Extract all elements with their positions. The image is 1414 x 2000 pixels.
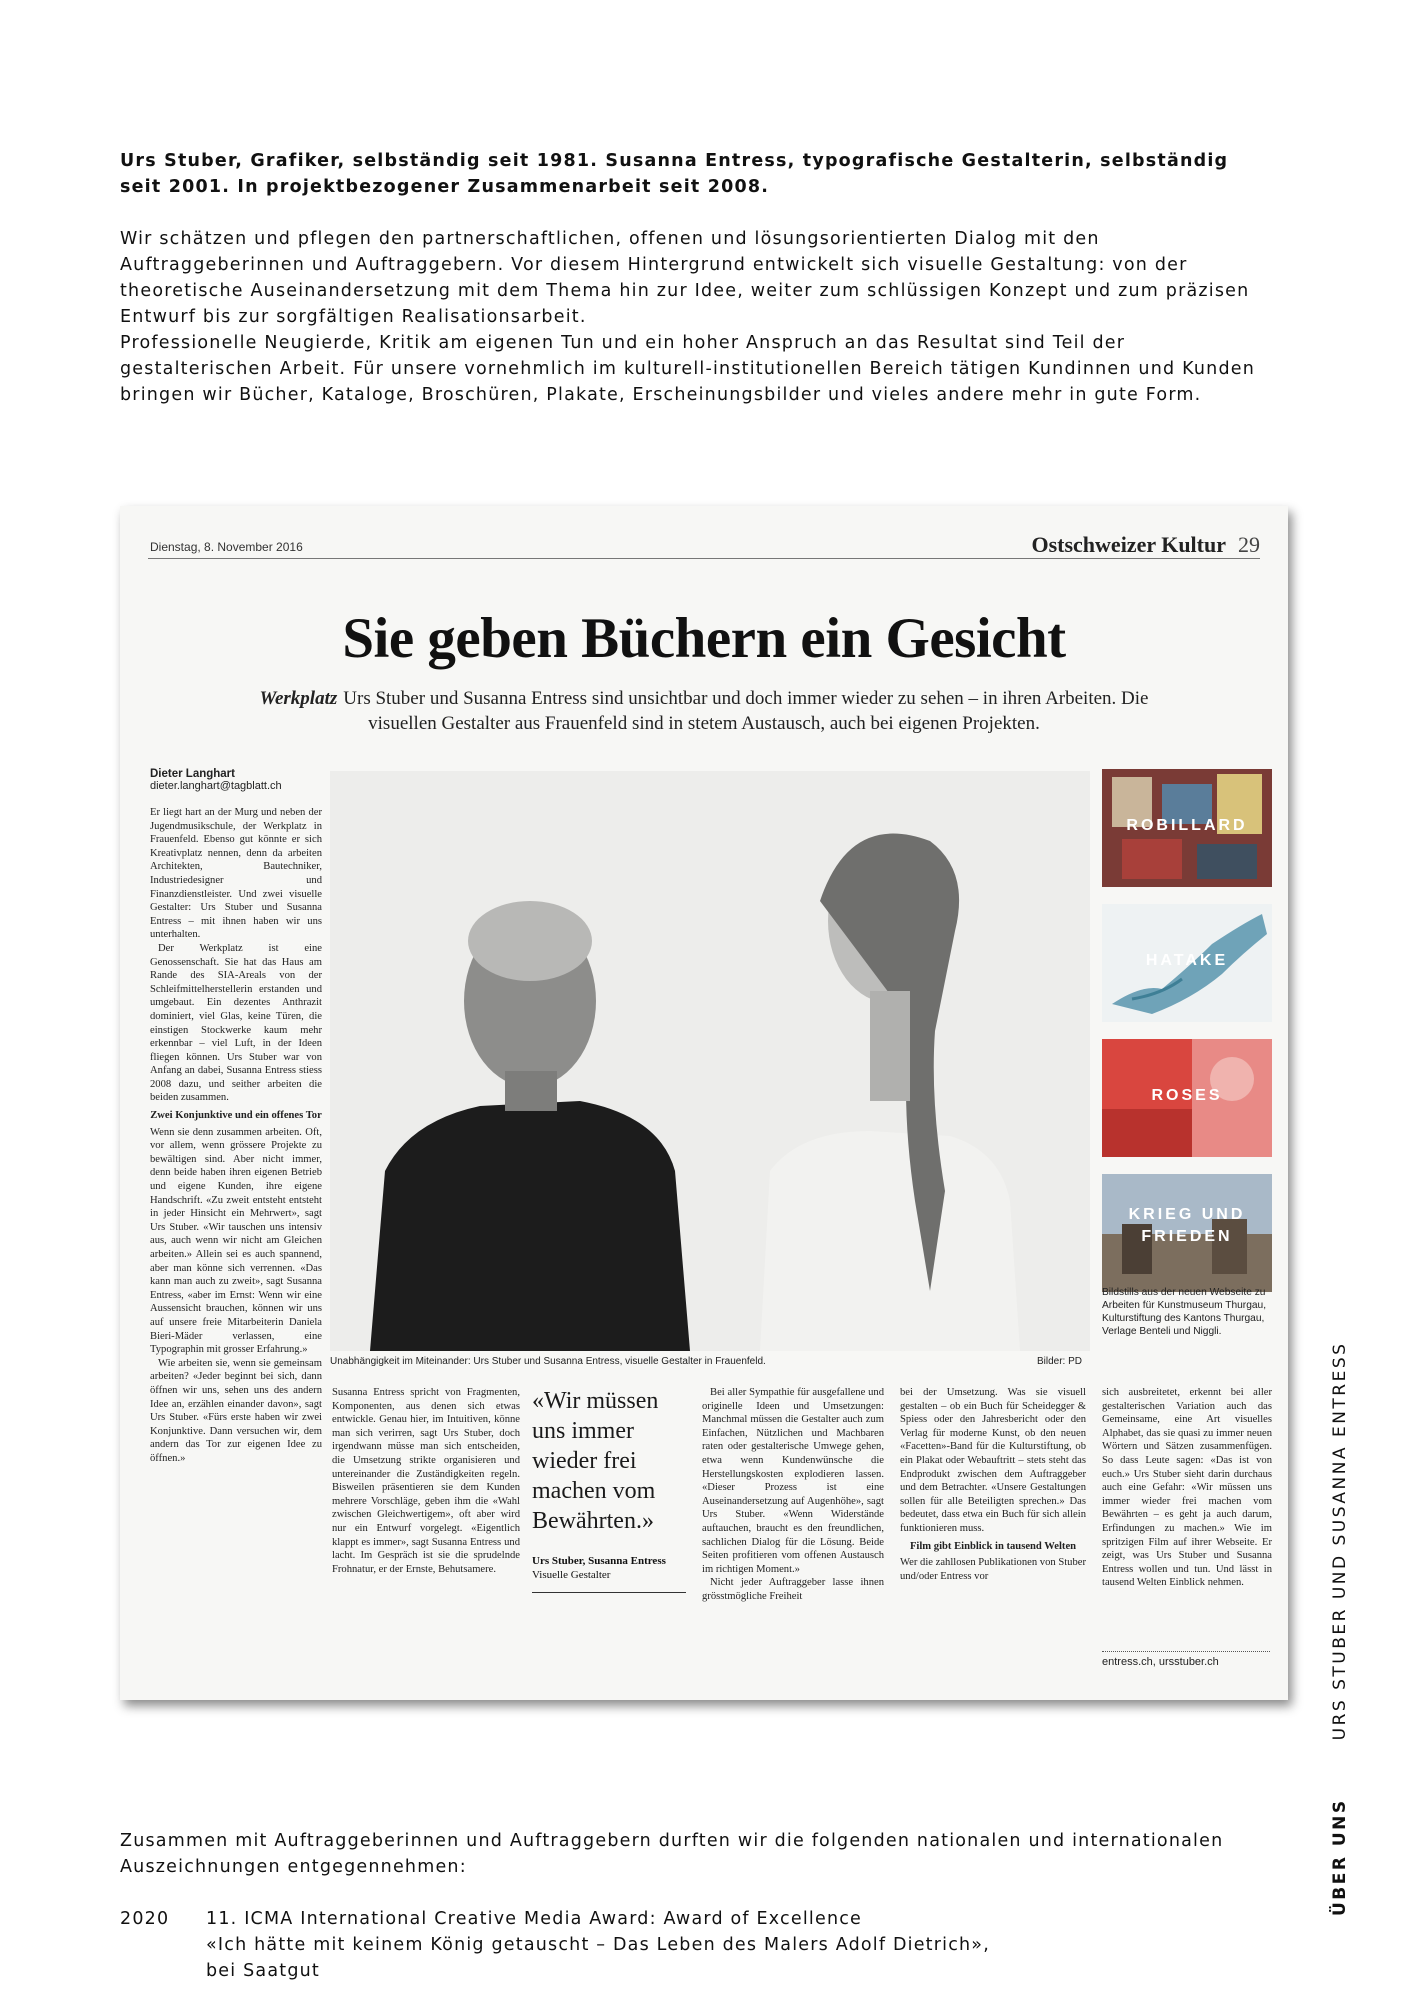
paragraph: Wie arbeiten sie, wenn sie gemeinsam arbeiten? «Jeder beginnt bei sich, dann öffnen wir uns, sehen uns des andern Idee an, erzählen einander davon», sagt Urs Stuber. «Fürs erste haben wir zwei Konjunktive. Dann versuchen wir, dem andern das Tor zur eigenen Idee zu öffnen.» [150,1357,322,1464]
article-byline [150,768,282,792]
paragraph: bei der Umsetzung. Was sie visuell gestalten – ob ein Buch für Scheidegger & Spiess oder den Jahresbericht oder den Verlag für moderne Kunst, ob den neuen «Facetten»-Band für die Kulturstiftung, ob ein Plakat oder Webauftritt – stets steht das Endprodukt zwischen dem Auftraggeber und dem Betrachter. «Unsere Gestaltungen sollen für alle Beteiligten sprechen.» Das bedeutet, dass etwa ein Buch für sich allein funktionieren muss. [900,1387,1086,1534]
newspaper-clipping [120,506,1288,1700]
thumbnail-label: ROBILLARD [1126,817,1248,834]
paragraph: Der Werkplatz ist eine Genossenschaft. Sie hat das Haus am Rande des SIA-Areals von der Schleifmittelherstellerin erstanden und umgebaut. Ein dezentes Anthrazit dominiert, viel Glas, keine Türen, die einstigen Stockwerke kaum mehr erkennbar – viel Luft, in der Ideen fliegen können. Urs Stuber war von Anfang an dabei, Susanna Entress stiess 2008 dazu, und seither arbeiten die beiden zusammen. [150,942,322,1104]
deck-text: Urs Stuber und Susanna Entress sind unsichtbar und doch immer wieder zu sehen – in ihren Arbeiten. Die visuellen Gestalter aus Frauenfeld sind in stetem Austausch, auch bei eigenen Projekten. [343,688,1149,734]
pull-quote-attribution [532,1554,686,1582]
page-number: 29 [1238,532,1260,557]
paragraph: sich ausbreitetet, erkennt bei aller gestalterischen Variation auch das Gemeinsame, eine Art visuelles Alphabet, das sie quasi zu immer neuen Wörtern und Sätzen zusammenfügen. So dass Leute sagen: «Das ist von euch.» Urs Stuber sieht darin durchaus auch eine Gefahr: «Wir müssen uns immer wieder frei machen vom Bewährten – es geht ja auch darum, Erfindungen zu machen.» Wie im spritzigen Film auf ihrer Webseite. Er zeigt, was Urs Stuber und Susanna Entress wollen und tun. Und lässt in tausend Welten Einblick nehmen. [1102,1387,1272,1589]
article-column-4 [900,1386,1086,1583]
section-title: Ostschweizer Kultur [1031,532,1226,557]
website-links: entress.ch, ursstuber.ch [1102,1656,1219,1668]
thumbnail-label: ROSES [1151,1087,1223,1104]
pull-quote [532,1386,686,1593]
thumbnail-krieg-und-frieden [1102,1174,1272,1292]
thumbnail-label: HATAKE [1145,952,1229,969]
intro-paragraph-2: Professionelle Neugierde, Kritik am eigenen Tun und ein hoher Anspruch an das Resultat sind Teil der gestalterischen Arbeit. Für unsere vornehmlich im kulturell-institutionellen Bereich tätigen Kundinnen und Kunden bringen wir Bücher, Kataloge, Broschüren, Plakate, Erscheinungsbilder und vieles andere mehr in gute Form. [120,333,1256,405]
portrait-photo [330,771,1090,1351]
newspaper-date: Dienstag, 8. November 2016 [150,540,303,554]
thumbnail-label: KRIEG UND FRIEDEN [1128,1206,1246,1245]
award-year: 2020 [120,1909,170,1929]
article-column-2 [332,1386,520,1576]
portrait-illustration [330,771,1090,1351]
sidebar-label-ueber-uns: ÜBER UNS [1330,1798,1350,1916]
header-rule [148,558,1260,559]
awards-intro: Zusammen mit Auftraggeberinnen und Auftraggebern durften wir die folgenden nationalen und internationalen Auszeichnungen entgegennehmen: [120,1831,1224,1877]
sidebar-label-names: URS STUBER UND SUSANNA ENTRESS [1330,1341,1350,1741]
paragraph: Susanna Entress spricht von Fragmenten, Komponenten, aus denen sich etwas entwickle. Genau hier, im Intuitiven, könne man sich verirren, sagt Urs Stuber, doch irgendwann müsse man sich entscheiden, die Umsetzung strikte organisieren und untereinander die Zuständigkeiten regeln. Bisweilen präsentieren sie dem Kunden mehrere Vorschläge, geben ihm die «Wahl zwischen Gleichwertigem», oft aber wird nur ein Entwurf vorgelegt. «Eigentlich klappt es immer», sagt Susanna Entress und lacht. Im Gespräch ist sie die sprudelnde Frohnatur, er der Ernste, Behutsamere. [332,1387,520,1575]
newspaper-section [1031,532,1260,558]
article-headline: Sie geben Büchern ein Gesicht [342,607,1066,670]
author-name: Dieter Langhart [150,768,235,780]
award-title: 11. ICMA International Creative Media Award: Award of Excellence [206,1909,863,1929]
award-text [206,1906,1270,1984]
article-kicker: Werkplatz [259,688,338,709]
author-email: dieter.langhart@tagblatt.ch [150,780,282,792]
thumbnail-hatake [1102,904,1272,1022]
article-column-5 [1102,1386,1272,1590]
awards-section [120,1828,1270,1984]
pull-quote-text: «Wir müssen uns immer wieder frei machen vom Bewährten.» [532,1388,659,1534]
intro-paragraph-1: Wir schätzen und pflegen den partnerschaftlichen, offenen und lösungsorientierten Dialog mit den Auftraggeberinnen und Auftraggebern. Vor diesem Hintergrund entwickelt sich visuelle Gestaltung: von der theoretische Auseinandersetzung mit dem Thema hin zur Idee, weiter zum schlüssigen Konzept und zum präzisen Entwurf bis zur sorgfältigen Realisationsarbeit. [120,229,1250,327]
paragraph: Wenn sie denn zusammen arbeiten. Oft, vor allem, wenn grössere Projekte zu bewältigen sind. Aber nicht immer, denn beide haben ihren eigenen Betrieb und eigene Kunden, ihre eigene Handschrift. «Zu zweit entsteht entsteht in jeder Hinsicht ein Mehrwert», sagt Urs Stuber. «Wir tauschen uns intensiv aus, auch wenn wir nicht am Gleichen arbeiten.» Allein sei es auch spannend, aber man könne sich verrennen. «Das kann man auch zu zweit», sagt Susanna Entress, «aber im Ernst: Wenn wir eine Aussensicht brauchen, können wir uns auf unsere freie Mitarbeiterin Daniela Bieri-Mäder verlassen, eine Typographin mit grosser Erfahrung.» [150,1126,322,1356]
intro-lead: Urs Stuber, Grafiker, selbständig seit 1981. Susanna Entress, typografische Gestalterin, selbständig seit 2001. In projektbezogener Zusammenarbeit seit 2008. [120,151,1229,197]
subheading: Zwei Konjunktive und ein offenes Tor [150,1110,322,1122]
pull-quote-rule [532,1592,686,1593]
paragraph: Bei aller Sympathie für ausgefallene und originelle Ideen und Umsetzungen: Manchmal müssen die Gestalter auch zum Einfachen, Nützlichen und Machbaren raten oder gestalterische Umwege gehen, etwa wenn Kundenwünsche die Herstellungskosten explodieren lassen. «Dieser Prozess ist eine Auseinandersetzung auf Augenhöhe», sagt Urs Stuber. «Wenn Widerstände auftauchen, braucht es den freundlichen, sachlichen Dialog für die Lösung. Beide Seiten profitieren vom offenen Austausch im richtigen Moment.» [702,1387,884,1575]
photo-credit: Bilder: PD [1036,1356,1082,1367]
intro-text [120,148,1270,408]
paragraph: Er liegt hart an der Murg und neben der Jugendmusikschule, der Werkplatz in Frauenfeld. Ebenso gut könnte er sich Kreativplatz nennen, denn da arbeiten Architekten, Bautechniker, Industriedesigner und Finanzdienstleister. Und zwei visuelle Gestalter: Urs Stuber und Susanna Entress – mit ihnen haben wir uns unterhalten. [150,807,322,941]
article-deck [230,686,1178,736]
award-work: «Ich hätte mit keinem König getauscht – Das Leben des Malers Adolf Dietrich», [206,1935,990,1955]
vertical-sidebar-label [1330,1342,1350,1916]
award-item [120,1906,1270,1984]
article-column-3 [702,1386,884,1604]
photo-caption [330,1356,1090,1367]
thumbnails-caption: Bildstills aus der neuen Webseite zu Arbeiten für Kunstmuseum Thurgau, Kulturstiftung des Kantons Thurgau, Verlage Benteli und Niggli. [1102,1287,1267,1337]
paragraph: Nicht jeder Auftraggeber lasse ihnen grösstmögliche Freiheit [702,1577,884,1602]
article-column-1 [150,806,322,1466]
pull-quote-names: Urs Stuber, Susanna Entress [532,1555,666,1567]
thumbnail-robillard [1102,769,1272,887]
thumbnail-roses [1102,1039,1272,1157]
paragraph: Wer die zahllosen Publikationen von Stuber und/oder Entress vor [900,1557,1086,1582]
website-rule [1102,1651,1270,1652]
subheading: Film gibt Einblick in tausend Welten [909,1540,1077,1552]
award-publisher: bei Saatgut [206,1961,320,1981]
photo-caption-text: Unabhängigkeit im Miteinander: Urs Stuber und Susanna Entress, visuelle Gestalter in Frauenfeld. [330,1356,766,1367]
pull-quote-role: Visuelle Gestalter [532,1569,611,1581]
